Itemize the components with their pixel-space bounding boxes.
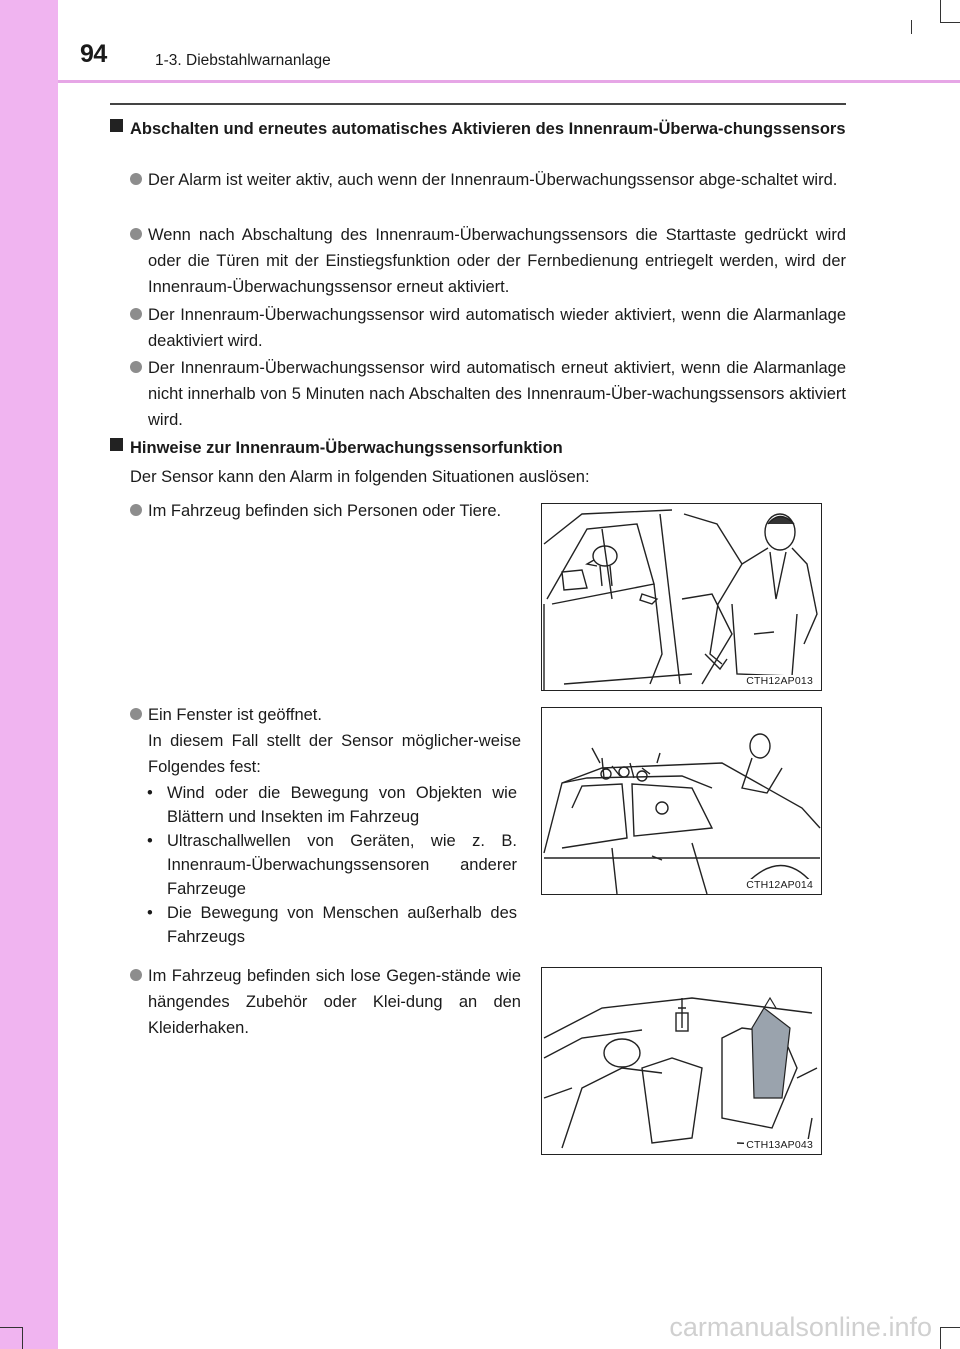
sub-bullet-item <box>147 901 517 949</box>
section-title: Hinweise zur Innenraum-Überwachungssensorfunktion <box>130 439 563 457</box>
bullet-item <box>130 702 523 780</box>
bullet-item <box>130 222 846 300</box>
bullet-dot-icon <box>130 173 142 185</box>
bullet-text: Im Fahrzeug befinden sich Personen oder Tiere. <box>148 502 502 520</box>
crop-mark <box>940 22 960 23</box>
chapter-title: 1-3. Diebstahlwarnanlage <box>155 52 331 69</box>
figure-hanging-items <box>541 967 822 1155</box>
figure-dog-and-person <box>541 503 822 691</box>
car-open-window-illustration <box>542 708 821 894</box>
car-door-illustration <box>542 504 821 690</box>
page-number: 94 <box>80 40 107 68</box>
bullet-item <box>130 302 846 354</box>
crop-mark <box>911 20 912 34</box>
figure-code: CTH13AP043 <box>746 1139 813 1151</box>
section-square-icon <box>110 119 123 132</box>
bullet-item <box>130 167 846 193</box>
bullet-dot-icon <box>130 228 142 240</box>
bullet-text: Der Innenraum-Überwachungssensor wird automatisch wieder aktiviert, wenn die Alarmanlage deaktiviert wird. <box>148 306 846 350</box>
bullet-dot-icon <box>130 708 142 720</box>
crop-mark <box>940 1327 941 1349</box>
bullet-dot-icon <box>130 504 142 516</box>
bullet-item <box>130 355 846 433</box>
sub-bullet-dot-icon: • <box>147 832 153 850</box>
section-title: Abschalten und erneutes automatisches Aktivieren des Innenraum-Überwa-chungssensors <box>130 120 846 138</box>
bullet-text: Im Fahrzeug befinden sich lose Gegen-stände wie hängendes Zubehör oder Klei-dung an den Kleiderhaken. <box>148 967 521 1037</box>
sub-bullet-text: Wind oder die Bewegung von Objekten wie Blättern und Insekten im Fahrzeug <box>167 784 517 826</box>
bullet-item <box>130 498 523 524</box>
bullet-text-continued: In diesem Fall stellt der Sensor möglicher-weise Folgendes fest: <box>148 732 521 776</box>
bullet-text: Der Alarm ist weiter aktiv, auch wenn der Innenraum-Überwachungssensor abge-schaltet wird. <box>148 171 838 189</box>
car-interior-illustration <box>542 968 821 1154</box>
crop-mark <box>940 1327 960 1328</box>
crop-mark <box>22 1327 23 1349</box>
sub-bullet-item <box>147 829 517 901</box>
bullet-dot-icon <box>130 308 142 320</box>
bullet-text: Wenn nach Abschaltung des Innenraum-Überwachungssensors die Starttaste gedrückt wird oder die Türen mit der Einstiegsfunktion oder der Fernbedienung entriegelt werden, wird der Innenraum-Überwachungssensor erneut aktiviert. <box>148 226 846 296</box>
sub-bullet-dot-icon: • <box>147 784 153 802</box>
header-rule <box>58 80 960 83</box>
bullet-dot-icon <box>130 969 142 981</box>
sub-bullet-text: Die Bewegung von Menschen außerhalb des Fahrzeugs <box>167 904 517 946</box>
figure-code: CTH12AP013 <box>746 675 813 687</box>
bullet-item <box>130 963 523 1041</box>
sub-bullet-item <box>147 781 517 829</box>
bullet-dot-icon <box>130 361 142 373</box>
crop-mark <box>940 0 941 22</box>
bullet-text: Ein Fenster ist geöffnet. <box>148 706 322 724</box>
section-intro: Der Sensor kann den Alarm in folgenden Situationen auslösen: <box>130 468 590 486</box>
section-square-icon <box>110 438 123 451</box>
figure-open-window <box>541 707 822 895</box>
watermark: carmanualsonline.info <box>669 1312 932 1342</box>
section-deactivation <box>110 116 846 143</box>
crop-mark <box>0 1327 22 1328</box>
bullet-text: Der Innenraum-Überwachungssensor wird automatisch erneut aktiviert, wenn die Alarmanlage nicht innerhalb von 5 Minuten nach Abschalten des Innenraum-Über-wachungssensors aktiviert wird. <box>148 359 846 429</box>
sub-bullet-dot-icon: • <box>147 904 153 922</box>
section-top-rule <box>110 103 846 105</box>
side-color-strip <box>0 0 58 1349</box>
sub-bullet-text: Ultraschallwellen von Geräten, wie z. B. Innenraum-Überwachungssensoren anderer Fahrzeuge <box>167 832 517 898</box>
figure-code: CTH12AP014 <box>746 879 813 891</box>
section-sensor-notes <box>110 435 846 462</box>
